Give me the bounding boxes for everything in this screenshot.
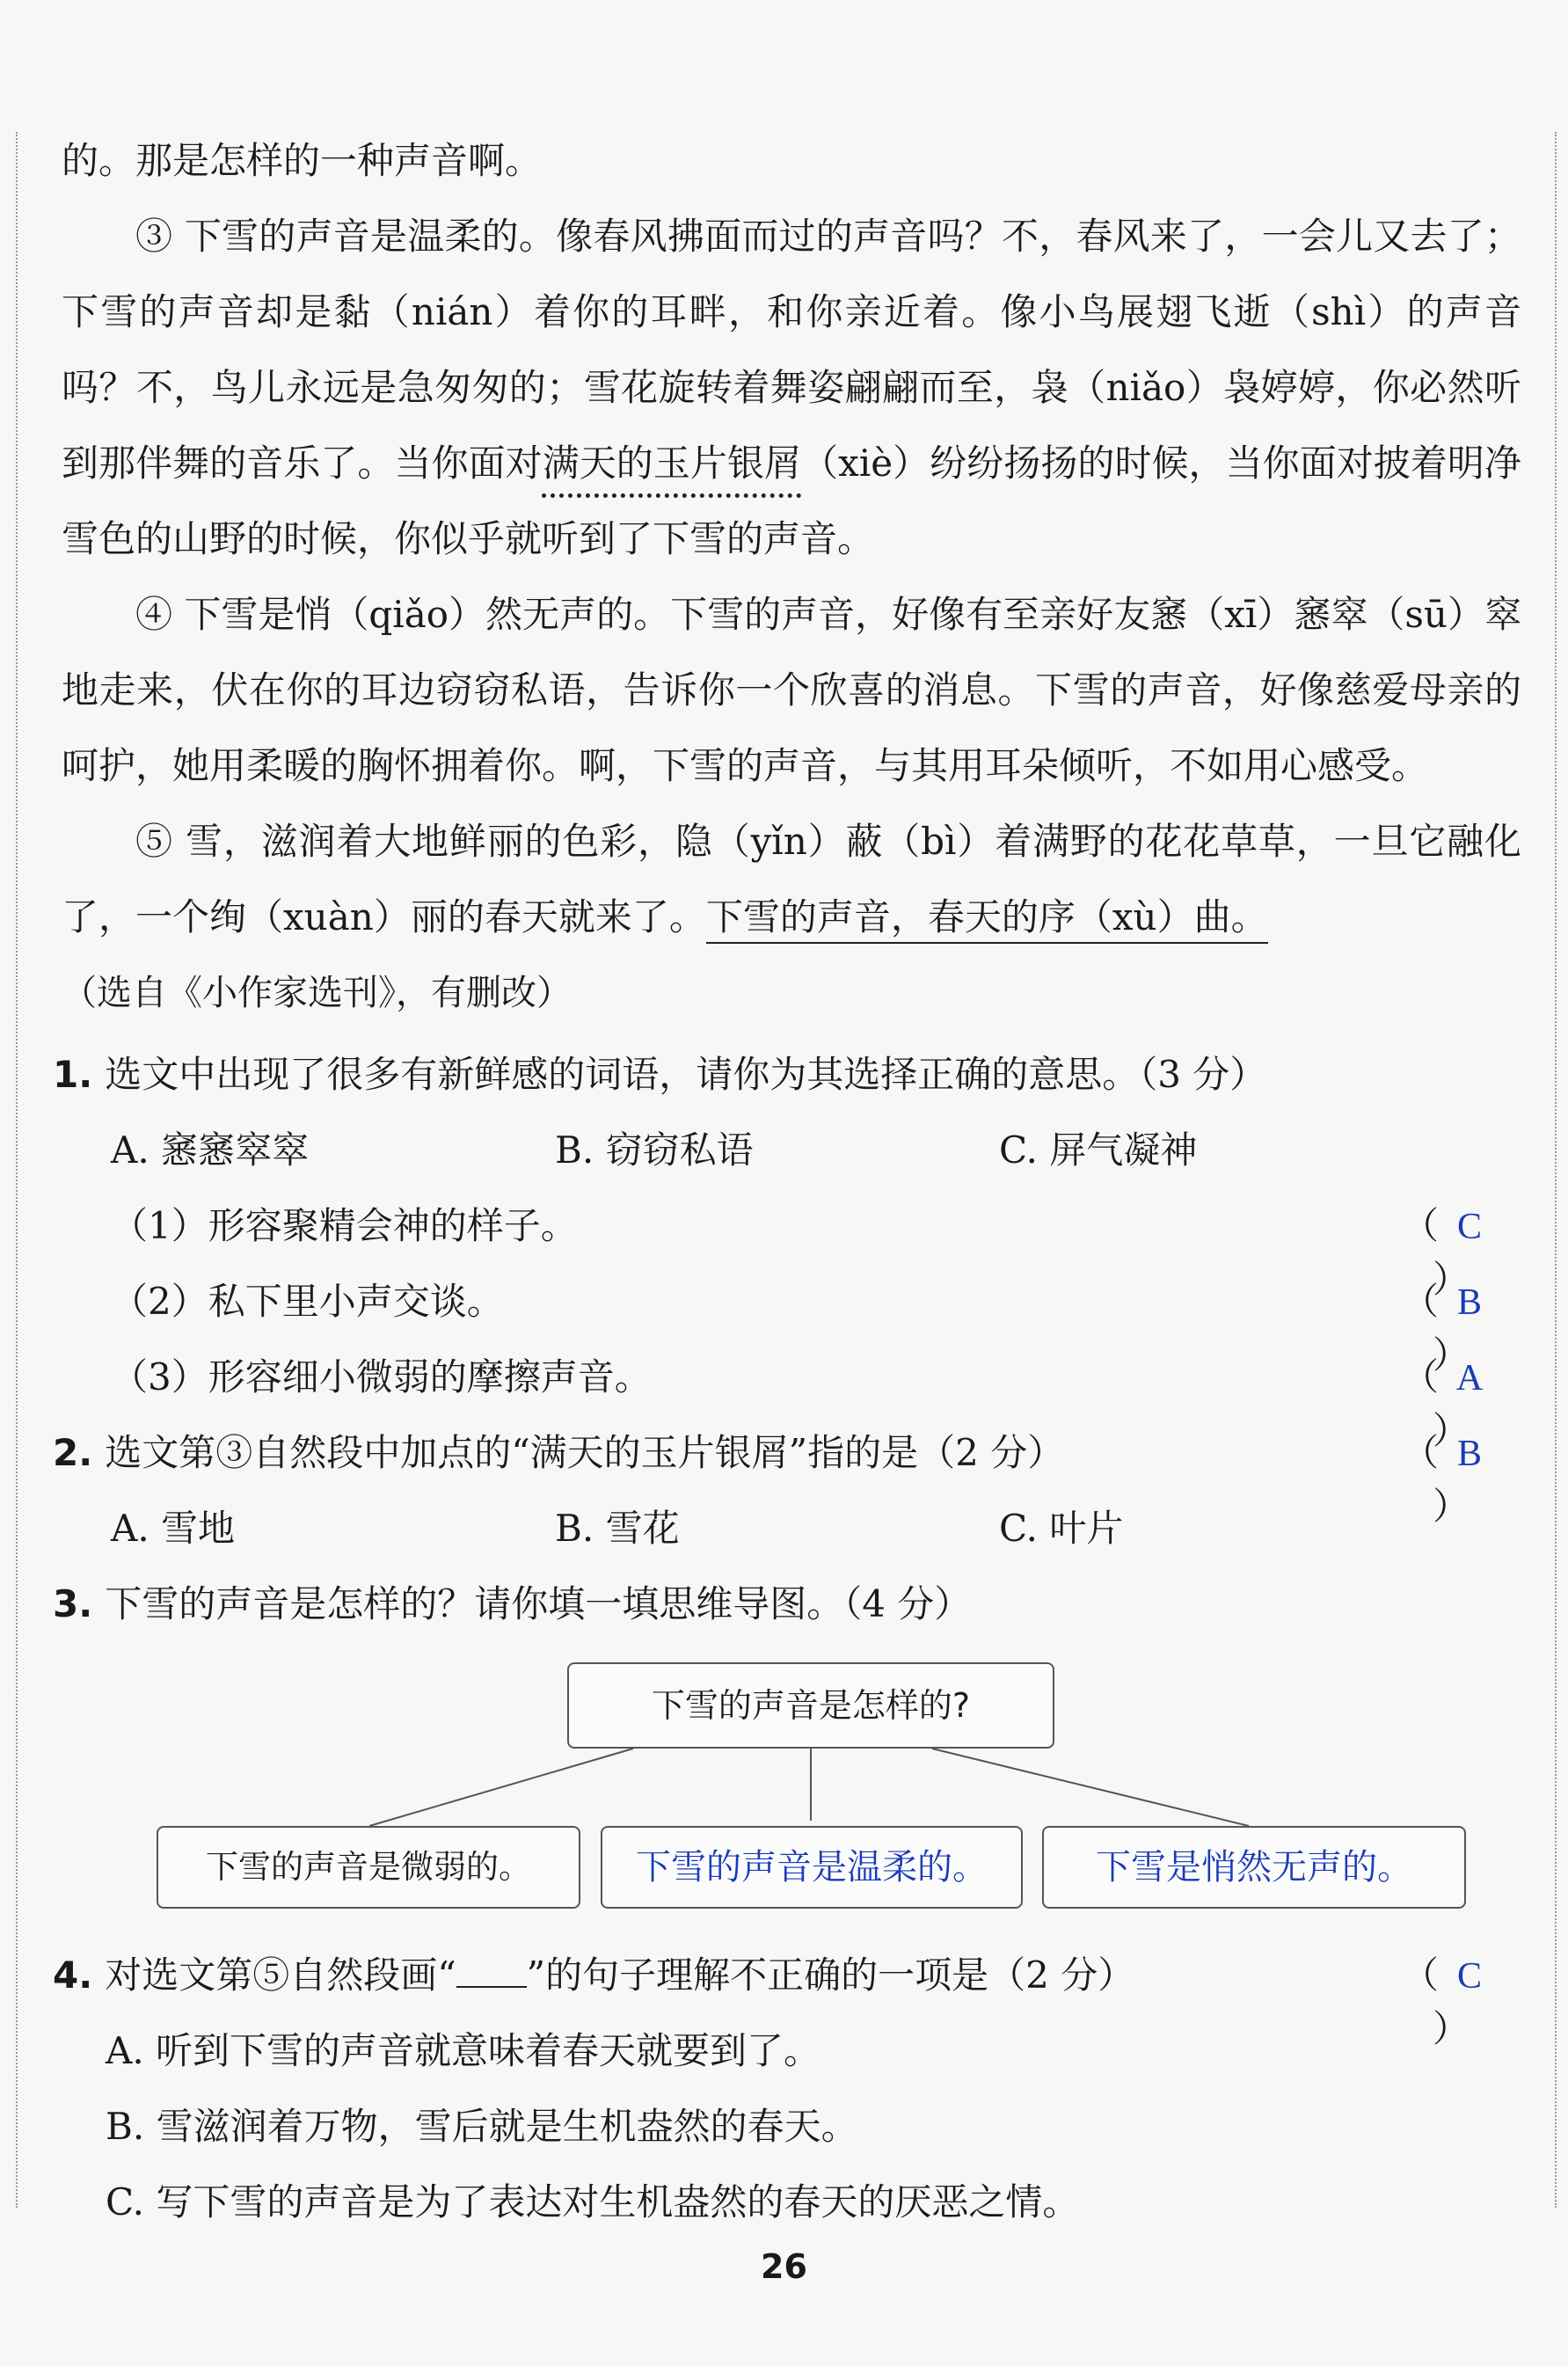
answer-value: A (1455, 1358, 1484, 1398)
option-b: B. 窃窃私语 (555, 1128, 754, 1172)
answer-value: C (1456, 1956, 1482, 1997)
paragraph-continuation: 的。那是怎样的一种声音啊。 (62, 139, 543, 182)
option-a: A. 窸窸窣窣 (111, 1128, 310, 1172)
answer-value: B (1456, 1434, 1482, 1474)
option-a: A. 听到下雪的声音就意味着春天就要到了。 (106, 2029, 821, 2072)
answer-bracket: （ B） (1389, 1427, 1513, 1533)
mind-map-branch-1: 下雪的声音是微弱的。 (157, 1826, 580, 1909)
paragraph-4: ④ 下雪是悄（qiǎo）然无声的。下雪的声音，好像有至亲好友窸（xī）窸窣（sū）窣地走来，伏在你的耳边窃窃私语，告诉你一个欣喜的消息。下雪的声音，好像慈爱母亲的呵护，她用柔暖的胸怀拥着你。啊，下雪的声音，与其用耳朵倾听，不如用心感受。 (62, 593, 1521, 787)
mind-map-branch-3: 下雪是悄然无声的。 (1042, 1826, 1466, 1909)
option-b: B. 雪滋润着万物，雪后就是生机盎然的春天。 (106, 2105, 858, 2148)
question-number: 2. (53, 1431, 93, 1474)
option-a: A. 雪地 (111, 1507, 236, 1550)
underline-marker (456, 1960, 527, 1988)
mind-map-branch-2: 下雪的声音是温柔的。 (601, 1826, 1023, 1909)
page-number: 26 (761, 2247, 807, 2286)
mind-map-root: 下雪的声音是怎样的? (567, 1662, 1054, 1749)
question-text: 选文第③自然段中加点的“满天的玉片银屑”指的是（2 分） (105, 1431, 1065, 1474)
sub-item: （3）形容细小微弱的摩擦声音。 （ A） (111, 1351, 1513, 1404)
sub-item: （2）私下里小声交谈。 （ B） (111, 1275, 1513, 1328)
question-text: 选文中出现了很多有新鲜感的词语，请你为其选择正确的意思。（3 分） (105, 1053, 1267, 1096)
connector-line (369, 1749, 633, 1826)
source-citation: （选自《小作家选刊》，有删改） (62, 973, 572, 1013)
answer-bracket: （ A） (1389, 1351, 1513, 1457)
answer-bracket: （ B） (1389, 1275, 1513, 1382)
option-c: C. 写下雪的声音是为了表达对生机盎然的春天的厌恶之情。 (106, 2180, 1080, 2224)
emphasis-dotted-phrase: 满天的玉片银屑 (542, 442, 802, 485)
paragraph-3: ③ 下雪的声音是温柔的。像春风拂面而过的声音吗？不，春风来了，一会儿又去了；下雪的声音却是黏（nián）着你的耳畔，和你亲近着。像小鸟展翅飞逝（shì）的声音吗？不，鸟儿永远是急匆匆的；雪花旋转着舞姿翩翩而至，袅（niǎo）袅婷婷，你必然听到那伴舞的音乐了。当你面对满天的玉片银屑（xiè）纷纷扬扬的时候，当你面对披着明净雪色的山野的时候，你似乎就听到了下雪的声音。 (62, 215, 1521, 560)
question-number: 3. (53, 1582, 93, 1625)
question-text: 下雪的声音是怎样的？请你填一填思维导图。（4 分） (105, 1582, 972, 1625)
question-number: 1. (53, 1053, 93, 1096)
connector-line (932, 1749, 1249, 1826)
option-c: C. 屏气凝神 (999, 1128, 1198, 1172)
answer-value: C (1456, 1207, 1482, 1247)
question-number: 4. (53, 1953, 93, 1997)
answer-bracket: （ C） (1389, 1949, 1513, 2056)
option-b: B. 雪花 (555, 1507, 680, 1550)
answer-bracket: （ C） (1389, 1200, 1513, 1306)
underlined-sentence: 下雪的声音，春天的序（xù）曲。 (706, 895, 1268, 944)
answer-value: B (1456, 1282, 1482, 1323)
option-c: C. 叶片 (999, 1507, 1124, 1550)
paragraph-5: ⑤ 雪，滋润着大地鲜丽的色彩，隐（yǐn）蔽（bì）着满野的花花草草，一旦它融化了，一个绚（xuàn）丽的春天就来了。下雪的声音，春天的序（xù）曲。 (62, 804, 1521, 955)
sub-item: （1）形容聚精会神的样子。 （ C） (111, 1200, 1513, 1252)
